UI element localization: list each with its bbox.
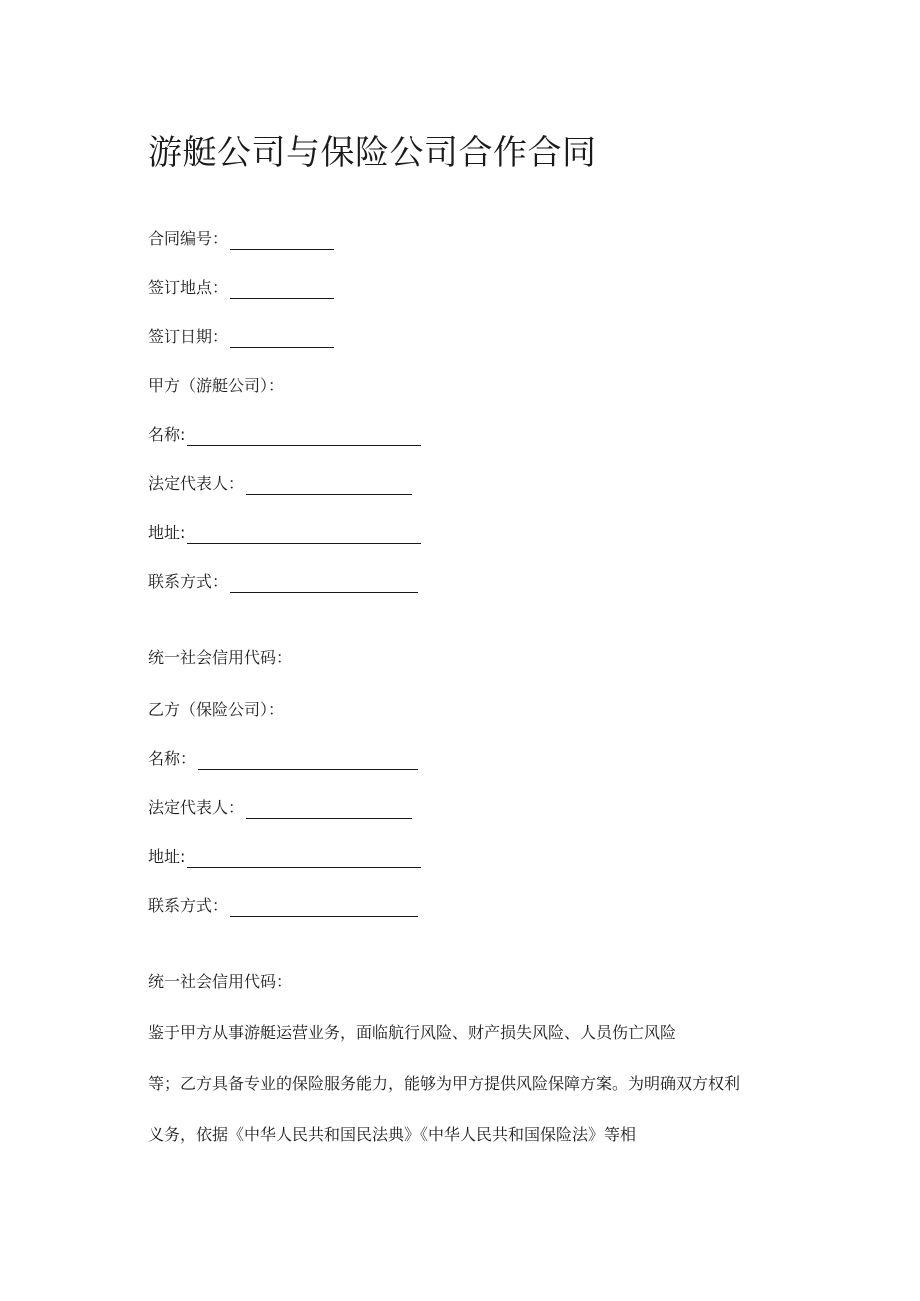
- party-b-legal-rep-blank[interactable]: [246, 802, 412, 819]
- party-b-heading: [148, 699, 284, 721]
- party-b-address-blank[interactable]: [187, 851, 421, 868]
- sign-place-row: [148, 277, 334, 299]
- sign-place-blank[interactable]: [230, 282, 334, 299]
- party-a-contact-blank[interactable]: [230, 576, 418, 593]
- party-b-heading-text: 乙方（保险公司）：: [148, 700, 285, 719]
- party-b-address-label: 地址:: [148, 847, 186, 866]
- party-b-contact-label: 联系方式：: [148, 896, 229, 915]
- party-b-name-blank[interactable]: [198, 753, 418, 770]
- preamble-line-3: 义务，依据《中华人民共和国民法典》《中华人民共和国保险法》等相: [148, 1125, 637, 1144]
- party-b-name-row: [148, 748, 418, 770]
- party-a-credit-code-row: [148, 647, 292, 669]
- contract-number-blank[interactable]: [230, 233, 334, 250]
- party-b-address-row: [148, 846, 421, 868]
- sign-date-label: 签订日期：: [148, 327, 229, 346]
- sign-date-row: [148, 326, 334, 348]
- party-a-heading: [148, 375, 284, 397]
- party-a-name-blank[interactable]: [187, 429, 421, 446]
- sign-date-blank[interactable]: [230, 331, 334, 348]
- preamble-line-2: 等；乙方具备专业的保险服务能力，能够为甲方提供风险保障方案。为明确双方权利: [148, 1074, 741, 1093]
- party-a-legal-rep-blank[interactable]: [246, 478, 412, 495]
- party-a-legal-rep-row: [148, 473, 412, 495]
- party-a-legal-rep-label: 法定代表人：: [148, 474, 245, 493]
- party-b-contact-blank[interactable]: [230, 900, 418, 917]
- party-a-heading-text: 甲方（游艇公司）：: [148, 376, 285, 395]
- party-b-contact-row: [148, 895, 418, 917]
- party-a-contact-label: 联系方式：: [148, 572, 229, 591]
- party-a-address-blank[interactable]: [187, 527, 421, 544]
- party-b-credit-code-label: 统一社会信用代码：: [148, 972, 293, 991]
- party-b-name-label: 名称：: [148, 749, 197, 768]
- contract-number-label: 合同编号：: [148, 229, 229, 248]
- document-title: 游艇公司与保险公司合作合同: [148, 133, 597, 173]
- party-a-address-row: [148, 522, 421, 544]
- party-a-address-label: 地址:: [148, 523, 186, 542]
- party-a-name-label: 名称:: [148, 425, 186, 444]
- party-b-legal-rep-row: [148, 797, 412, 819]
- sign-place-label: 签订地点：: [148, 278, 229, 297]
- party-b-credit-code-row: [148, 971, 292, 993]
- party-a-name-row: [148, 424, 421, 446]
- preamble-line-1: 鉴于甲方从事游艇运营业务，面临航行风险、财产损失风险、人员伤亡风险: [148, 1023, 677, 1042]
- party-b-legal-rep-label: 法定代表人：: [148, 798, 245, 817]
- party-a-credit-code-label: 统一社会信用代码：: [148, 648, 293, 667]
- party-a-contact-row: [148, 571, 418, 593]
- contract-number-row: [148, 228, 334, 250]
